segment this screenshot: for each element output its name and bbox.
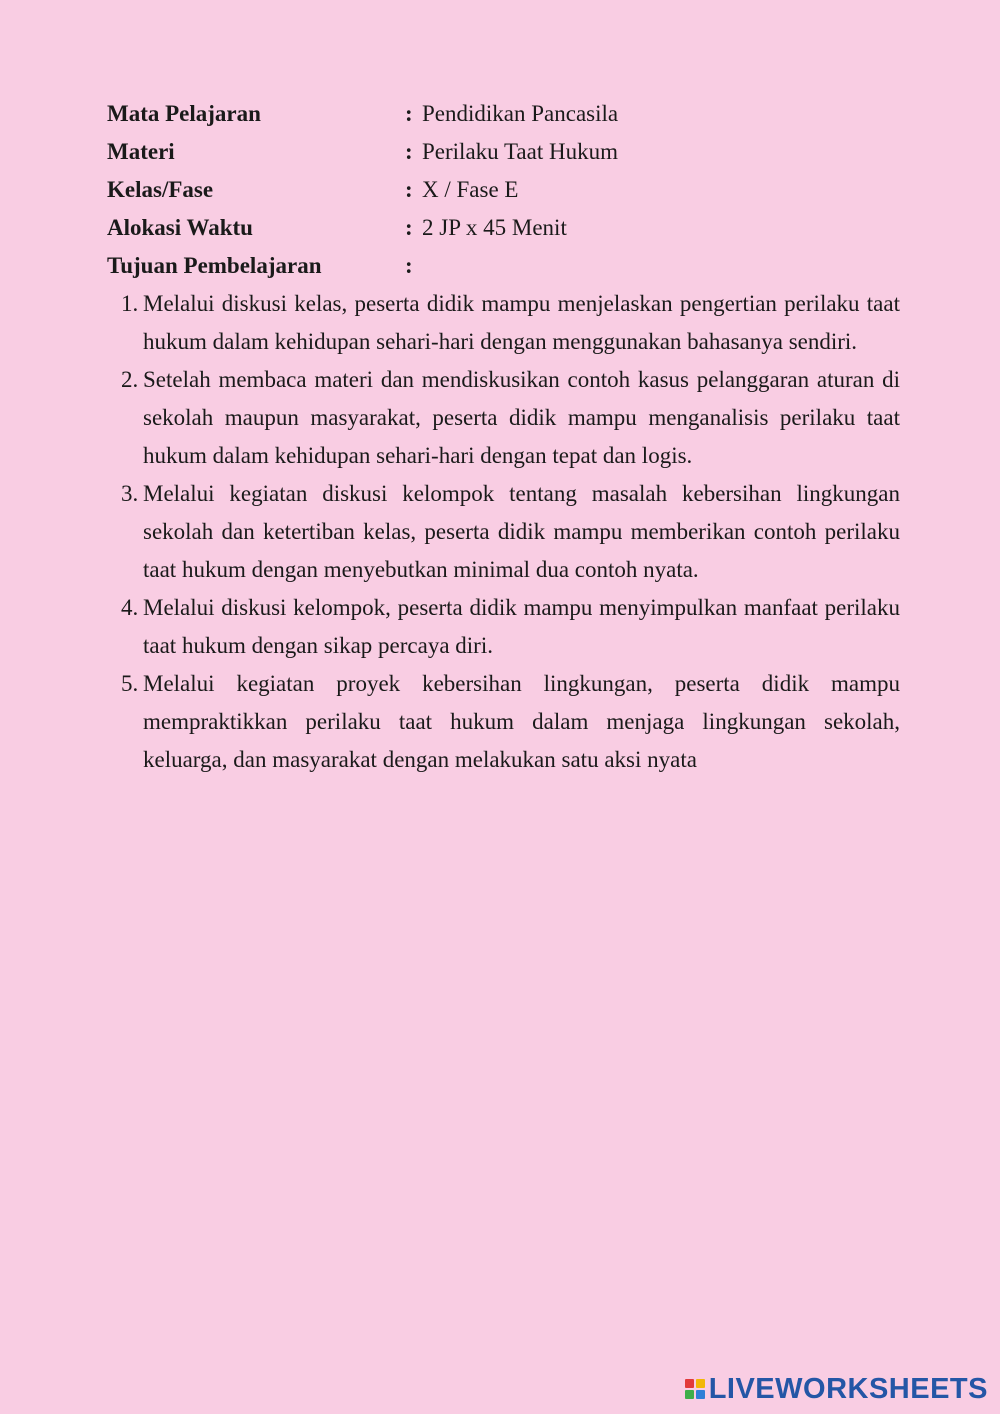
objective-text: Melalui diskusi kelompok, peserta didik mampu menyimpulkan manfaat perilaku taat hukum dengan sikap percaya diri. [143, 595, 900, 658]
logo-square-l [685, 1379, 694, 1388]
logo-icon [685, 1379, 705, 1399]
logo-text: LIVEWORKSHEETS [708, 1372, 988, 1405]
objective-text: Setelah membaca materi dan mendiskusikan contoh kasus pelanggaran aturan di sekolah maupun masyarakat, peserta didik mampu menganalisis perilaku taat hukum dalam kehidupan sehari-hari dengan tepat dan logis. [143, 367, 900, 468]
learning-objectives-colon: : [405, 253, 413, 278]
objective-text: Melalui kegiatan diskusi kelompok tentang masalah kebersihan lingkungan sekolah dan ketertiban kelas, peserta didik mampu memberikan contoh perilaku taat hukum dengan menyebutkan minimal dua contoh nyata. [143, 481, 900, 582]
objective-number: 3. [121, 481, 139, 506]
subject-label: Mata Pelajaran [107, 101, 261, 126]
objective-item [107, 589, 900, 665]
material-value: Perilaku Taat Hukum [422, 139, 618, 164]
objective-number: 2. [121, 367, 139, 392]
objectives-list [107, 285, 900, 779]
logo-square-e [696, 1390, 705, 1399]
objective-text: Melalui kegiatan proyek kebersihan lingkungan, peserta didik mampu mempraktikkan perilaku taat hukum dalam menjaga lingkungan sekolah, keluarga, dan masyarakat dengan melakukan satu aksi nyata [143, 671, 900, 772]
objective-number: 4. [121, 595, 139, 620]
time-allocation-colon: : [405, 215, 413, 240]
time-allocation-label: Alokasi Waktu [107, 215, 253, 240]
worksheet-page [107, 95, 900, 779]
time-allocation-value: 2 JP x 45 Menit [422, 215, 567, 240]
info-row-subject [107, 95, 900, 133]
objective-text: Melalui diskusi kelas, peserta didik mampu menjelaskan pengertian perilaku taat hukum dalam kehidupan sehari-hari dengan menggunakan bahasanya sendiri. [143, 291, 900, 354]
class-colon: : [405, 177, 413, 202]
material-label: Materi [107, 139, 175, 164]
learning-objectives-label: Tujuan Pembelajaran [107, 253, 322, 278]
logo-square-v [685, 1390, 694, 1399]
class-value: X / Fase E [422, 177, 519, 202]
class-label: Kelas/Fase [107, 177, 214, 202]
subject-colon: : [405, 101, 413, 126]
objective-number: 5. [121, 671, 139, 696]
objective-item [107, 475, 900, 589]
liveworksheets-logo [685, 1372, 988, 1406]
objective-item [107, 285, 900, 361]
info-row-learning-objectives [107, 247, 900, 285]
objective-item [107, 665, 900, 779]
info-row-material [107, 133, 900, 171]
info-row-time-allocation [107, 209, 900, 247]
objective-number: 1. [121, 291, 139, 316]
info-row-class [107, 171, 900, 209]
material-colon: : [405, 139, 413, 164]
logo-square-i [696, 1379, 705, 1388]
objective-item [107, 361, 900, 475]
subject-value: Pendidikan Pancasila [422, 101, 619, 126]
